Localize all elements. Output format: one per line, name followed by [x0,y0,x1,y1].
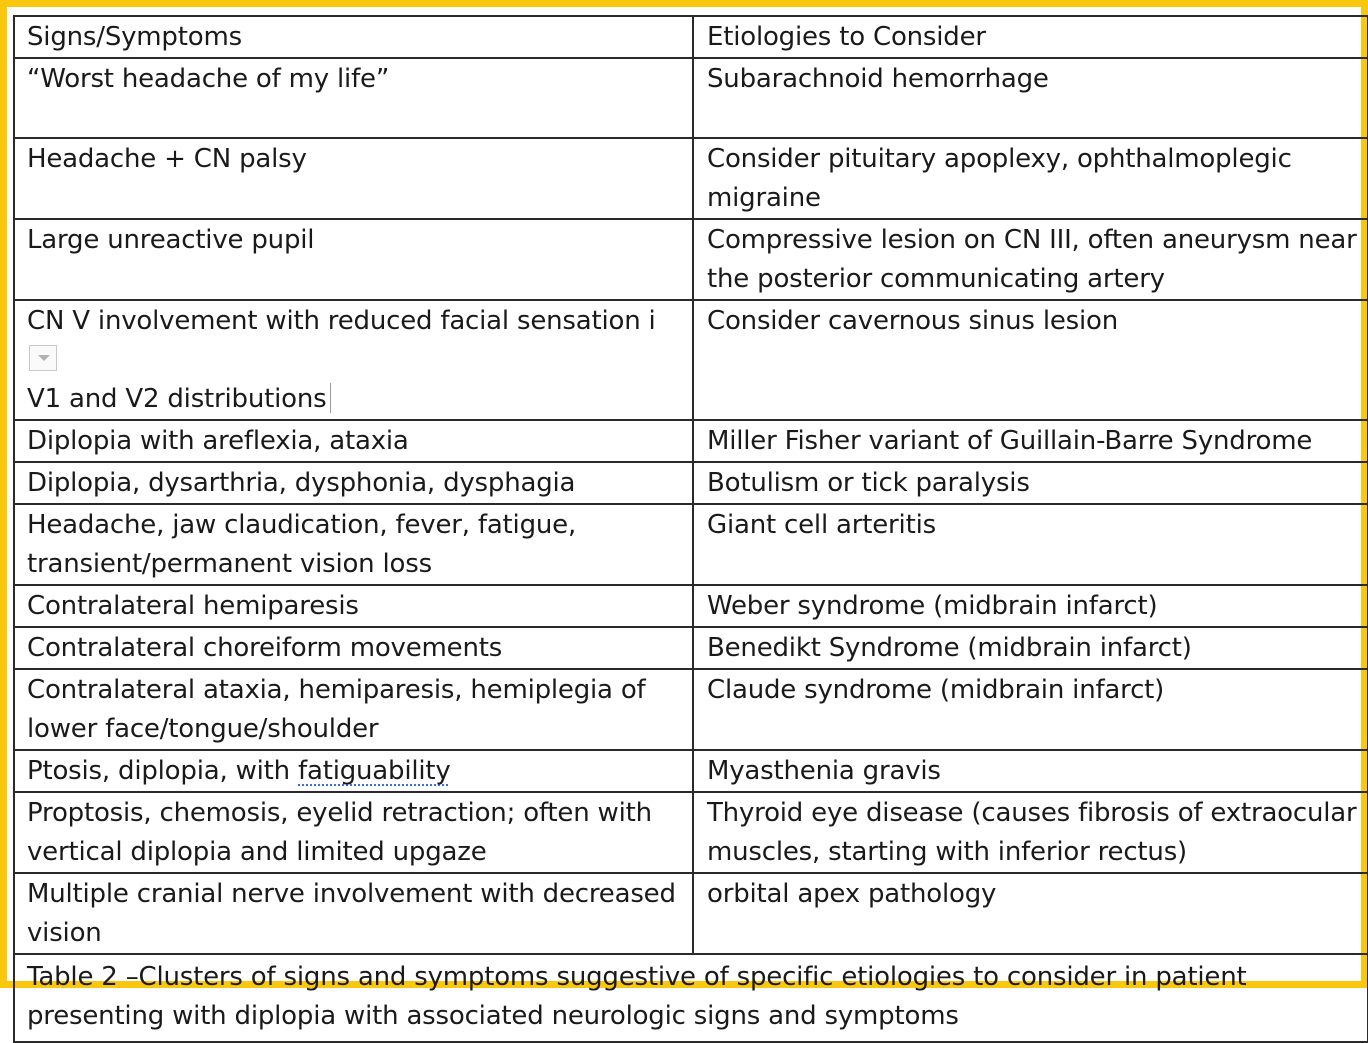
symptom-cell[interactable]: Multiple cranial nerve involvement with decreased vision [14,873,693,954]
etiology-cell[interactable]: Claude syndrome (midbrain infarct) [693,669,1368,750]
symptom-cell[interactable]: Contralateral choreiform movements [14,627,693,669]
symptom-cell[interactable]: Contralateral ataxia, hemiparesis, hemiplegia of lower face/tongue/shoulder [14,669,693,750]
caption-row [14,954,1368,1042]
header-signs-symptoms[interactable]: Signs/Symptoms [14,16,693,58]
table-row [14,585,1368,627]
table-row [14,300,1368,420]
symptom-cell[interactable] [14,300,693,420]
etiology-table [13,15,1368,1043]
symptom-cell[interactable]: Headache + CN palsy [14,138,693,219]
symptom-cell[interactable]: Contralateral hemiparesis [14,585,693,627]
table-caption[interactable]: Table 2 –Clusters of signs and symptoms suggestive of specific etiologies to consider in patient presenting with diplopia with associated neurologic signs and symptoms [14,954,1368,1042]
symptom-cell[interactable] [14,750,693,792]
table-row [14,462,1368,504]
spellcheck-flagged-word[interactable]: fatiguability [298,756,451,786]
symptom-cell[interactable]: Diplopia with areflexia, ataxia [14,420,693,462]
table-row [14,138,1368,219]
header-etiologies[interactable]: Etiologies to Consider [693,16,1368,58]
etiology-cell[interactable]: Myasthenia gravis [693,750,1368,792]
table-row [14,58,1368,138]
table-row [14,750,1368,792]
etiology-cell[interactable]: Botulism or tick paralysis [693,462,1368,504]
table-header-row [14,16,1368,58]
dropdown-arrow-icon[interactable] [29,345,57,371]
etiology-cell[interactable]: Weber syndrome (midbrain infarct) [693,585,1368,627]
table-row [14,504,1368,585]
etiology-cell[interactable]: Thyroid eye disease (causes fibrosis of extraocular muscles, starting with inferior rectus) [693,792,1368,873]
symptom-cell[interactable]: “Worst headache of my life” [14,58,693,138]
etiology-cell[interactable]: Giant cell arteritis [693,504,1368,585]
table-row [14,792,1368,873]
symptom-cell[interactable]: Large unreactive pupil [14,219,693,300]
table-row [14,873,1368,954]
symptom-text-line1: CN V involvement with reduced facial sensation i [27,306,656,336]
symptom-cell[interactable]: Headache, jaw claudication, fever, fatigue, transient/permanent vision loss [14,504,693,585]
symptom-text-line2: V1 and V2 distributions [27,384,327,414]
etiology-cell[interactable]: Compressive lesion on CN III, often aneurysm near the posterior communicating artery [693,219,1368,300]
etiology-cell[interactable]: Consider pituitary apoplexy, ophthalmoplegic migraine [693,138,1368,219]
symptom-cell[interactable]: Diplopia, dysarthria, dysphonia, dysphagia [14,462,693,504]
etiology-cell[interactable]: Consider cavernous sinus lesion [693,300,1368,420]
table-row [14,420,1368,462]
table-row [14,219,1368,300]
text-cursor [330,383,331,413]
symptom-text: Ptosis, diplopia, with [27,756,299,786]
table-row [14,669,1368,750]
etiology-cell[interactable]: Benedikt Syndrome (midbrain infarct) [693,627,1368,669]
etiology-cell[interactable]: Subarachnoid hemorrhage [693,58,1368,138]
etiology-cell[interactable]: orbital apex pathology [693,873,1368,954]
symptom-cell[interactable]: Proptosis, chemosis, eyelid retraction; often with vertical diplopia and limited upgaze [14,792,693,873]
etiology-cell[interactable]: Miller Fisher variant of Guillain-Barre Syndrome [693,420,1368,462]
table-row [14,627,1368,669]
